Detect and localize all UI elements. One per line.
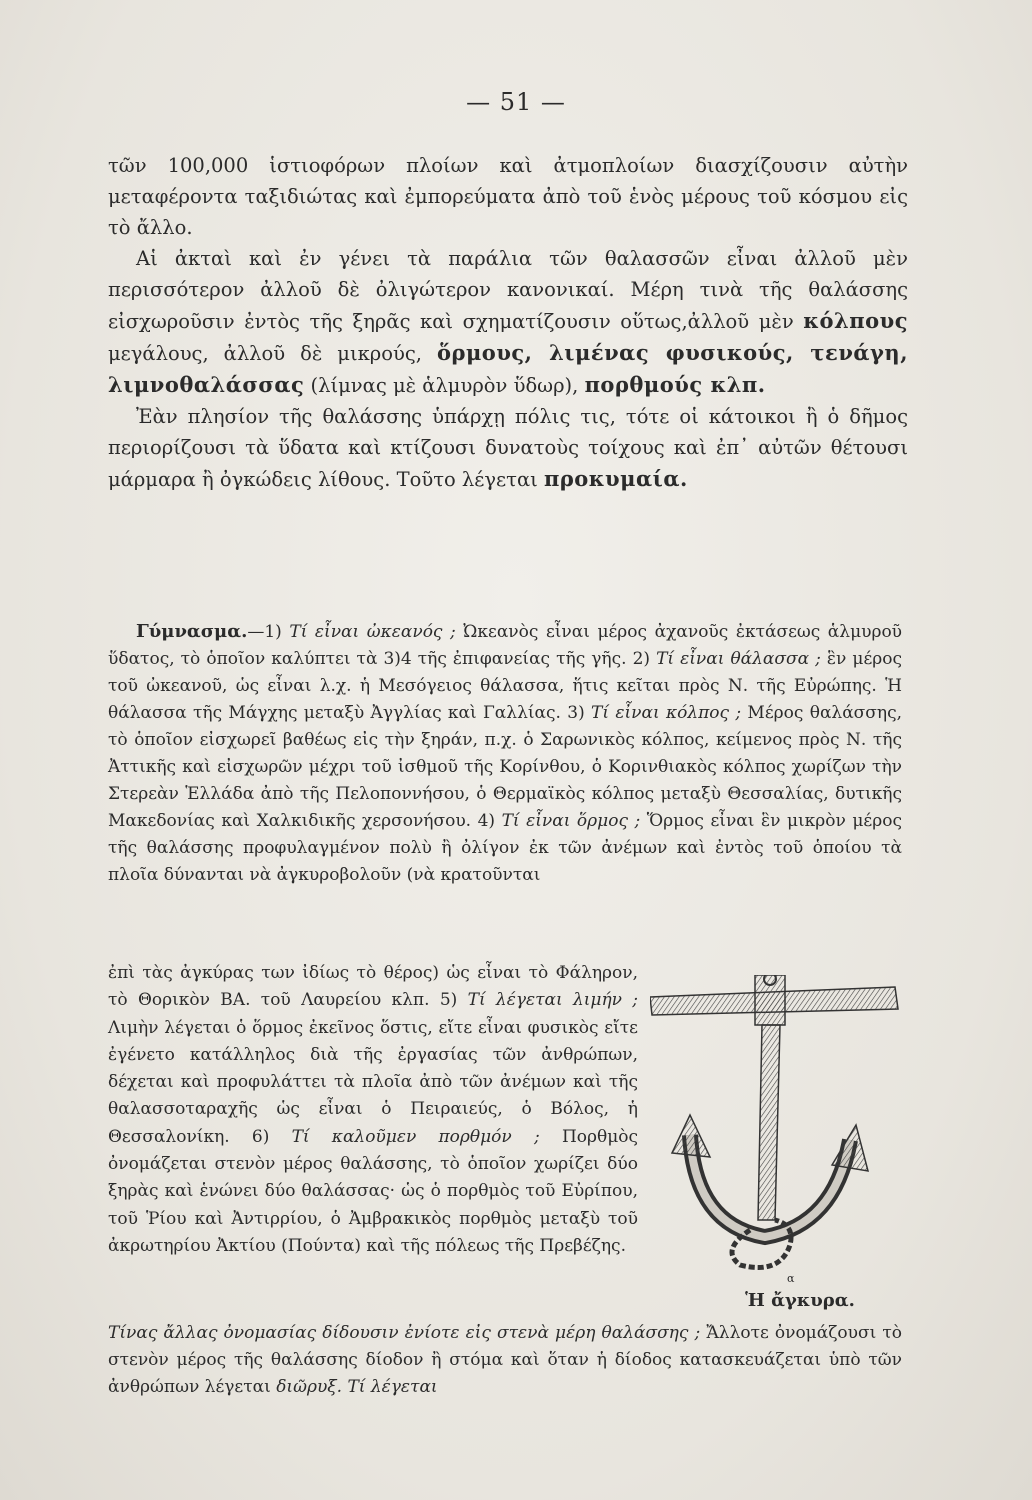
q1-question: Τί εἶναι ὠκεανός ;	[289, 622, 456, 642]
tail-text	[108, 1320, 902, 1401]
term-prokymaia: προκυμαία.	[543, 466, 688, 491]
figure-label: α	[787, 1272, 795, 1285]
paragraph-2-text-d: (λίμνας μὲ ἁλμυρὸν ὕδωρ),	[310, 374, 579, 397]
q5-number: 5)	[439, 990, 458, 1011]
q2-answer: ἓν μέρος τοῦ ὠκεανοῦ, ὡς εἶναι λ.χ. ἡ Μεσόγειος θάλασσα, ἥτις κεῖται πρὸς Ν. τῆς Εὐρώπης. Ἡ θάλασσα τῆς Μάγχης μεταξὺ Ἀγγλίας καὶ Γαλλίας.	[108, 649, 903, 723]
q3-number: 3)	[567, 703, 585, 723]
q1-answer: Ὠκεανὸς εἶναι μέρος ἀχανοῦς ἐκτάσεως ἁλμυροῦ ὕδατος, τὸ ὁποῖον καλύπτει τὰ 3)4 τῆς ἐπιφανείας τῆς γῆς.	[108, 622, 903, 669]
q1-number: —1)	[247, 622, 282, 642]
q2-number: 2)	[632, 649, 651, 669]
figure-caption: Ἡ ἄγκυρα.	[745, 1290, 855, 1311]
term-porthmous: πορθμούς κλπ.	[584, 372, 766, 397]
q3-answer: Μέρος θαλάσσης, τὸ ὁποῖον εἰσχωρεῖ βαθέως εἰς τὴν ξηράν, π.χ. ὁ Σαρωνικὸς κόλπος, κείμενος πρὸς Ν. τῆς Ἀττικῆς καὶ εἰσχωρῶν μέχρι τοῦ ἰσθμοῦ τῆς Κορίνθου, ὁ Κορινθιακὸς κόλπος χωρίζων τὴν Στερεὰν Ἑλλάδα ἀπὸ τῆς Πελοποννήσου, ὁ Θερμαϊκὸς κόλπος μεταξὺ Θεσσαλίας, δυτικῆς Μακεδονίας καὶ Χαλκιδικῆς χερσονήσου.	[108, 703, 902, 831]
paragraph-2	[108, 243, 908, 401]
q4-number: 4)	[477, 811, 496, 831]
exercise-block	[108, 618, 902, 889]
term-kolpous: κόλπους	[803, 308, 908, 333]
q4-answer-cont: ἐπὶ τὰς ἀγκύρας των ἰδίως τὸ θέρος) ὡς εἶναι τὸ Φάληρον, τὸ Θορικὸν ΒΑ. τοῦ Λαυρείου κλπ.	[108, 963, 638, 1011]
q5-question: Τί λέγεται λιμήν ;	[467, 990, 639, 1011]
tail-question: Τίνας ἄλλας ὀνομασίας δίδουσιν ἐνίοτε εἰς στενὰ μέρη θαλάσσης ;	[108, 1323, 701, 1343]
wrapped-text	[108, 960, 638, 1260]
term-ormous: ὅρμους, λιμένας φυσικούς, τενάγη, λιμνοθαλάσσας	[108, 340, 908, 397]
exercise-text	[108, 618, 902, 889]
main-text	[108, 150, 908, 495]
page-number: — 51 —	[466, 88, 566, 116]
paragraph-2-text-a: Αἱ ἀκταὶ καὶ ἐν γένει τὰ παράλια τῶν θαλασσῶν εἶναι ἀλλοῦ μὲν περισσότερον ἀλλοῦ δὲ ὀλιγώτερον κανονικαί. Μέρη τινὰ τῆς θαλάσσης εἰσχωροῦσιν ἐντὸς τῆς ξηρᾶς καὶ σχηματίζουσιν οὕτως,ἀλλοῦ μὲν	[108, 247, 908, 333]
q3-question: Τί εἶναι κόλπος ;	[591, 703, 742, 723]
q4-answer: Ὅρμος εἶναι ἓν μικρὸν μέρος τῆς θαλάσσης προφυλαγμένον πολὺ ἢ ὀλίγον ἐκ τῶν ἀνέμων καὶ ἐντὸς τοῦ ὁποίου τὰ πλοῖα δύνανται νὰ ἀγκυροβολοῦν (νὰ κρατοῦνται	[108, 811, 902, 885]
paragraph-3	[108, 401, 908, 495]
anchor-illustration	[650, 975, 900, 1315]
paragraph-2-text-c: μεγάλους, ἀλλοῦ δὲ μικρούς,	[108, 342, 422, 365]
tail-text-block	[108, 1320, 902, 1401]
paragraph-1	[108, 150, 908, 243]
exercise-heading: Γύμνασμα.	[136, 621, 248, 642]
q4-question: Τί εἶναι ὅρμος ;	[501, 811, 641, 831]
q2-question: Τί εἶναι θάλασσα ;	[656, 649, 821, 669]
q5-answer: Λιμὴν λέγεται ὁ ὅρμος ἐκεῖνος ὅστις, εἴτε εἶναι φυσικὸς εἴτε ἐγένετο κατάλληλος διὰ τῆς ἐργασίας τῶν ἀνθρώπων, δέχεται καὶ προφυλάττει τὰ πλοῖα ἀπὸ τῶν ἀνέμων καὶ τῆς θαλασσοταραχῆς ὡς εἶναι ὁ Πειραιεύς, ὁ Βόλος, ἡ Θεσσαλονίκη.	[108, 1017, 638, 1147]
anchor-icon	[650, 975, 900, 1275]
q6-question: Τί καλοῦμεν πορθμόν ;	[291, 1126, 540, 1147]
q6-answer: Πορθμὸς ὀνομάζεται στενὸν μέρος θαλάσσης, τὸ ὁποῖον χωρίζει δύο ξηρὰς καὶ ἑνώνει δύο θαλάσσας· ὡς ὁ πορθμὸς τοῦ Εὐρίπου, τοῦ Ῥίου καὶ Ἀντιρρίου, ὁ Ἀμβρακικὸς πορθμὸς μεταξὺ τοῦ ἀκρωτηρίου Ἀκτίου (Πούντα) καὶ τῆς πόλεως τῆς Πρεβέζης.	[108, 1126, 639, 1256]
tail-answer: Ἄλλοτε ὀνομάζουσι τὸ στενὸν μέρος τῆς θαλάσσης δίοδον ἢ στόμα καὶ ὅταν ἡ δίοδος κατασκευάζεται ὑπὸ τῶν ἀνθρώπων λέγεται	[108, 1323, 902, 1397]
wrapped-column	[108, 960, 638, 1260]
paragraph-1-text: τῶν 100,000 ἱστιοφόρων πλοίων καὶ ἀτμοπλοίων διασχίζουσιν αὐτὴν μεταφέροντα ταξιδιώτας καὶ ἐμπορεύματα ἀπὸ τοῦ ἑνὸς μέρους τοῦ κόσμου εἰς τὸ ἄλλο.	[108, 154, 908, 239]
tail-answer-end: διῶρυξ. Τί λέγεται	[276, 1377, 438, 1397]
q6-number: 6)	[251, 1126, 270, 1147]
paragraph-3-text: Ἐὰν πλησίον τῆς θαλάσσης ὑπάρχῃ πόλις τις, τότε οἱ κάτοικοι ἢ ὁ δῆμος περιορίζουσι τὰ ὕδατα καὶ κτίζουσι δυνατοὺς τοίχους καὶ ἐπ᾿ αὐτῶν θέτουσι μάρμαρα ἢ ὀγκώδεις λίθους. Τοῦτο λέγεται	[108, 405, 908, 491]
